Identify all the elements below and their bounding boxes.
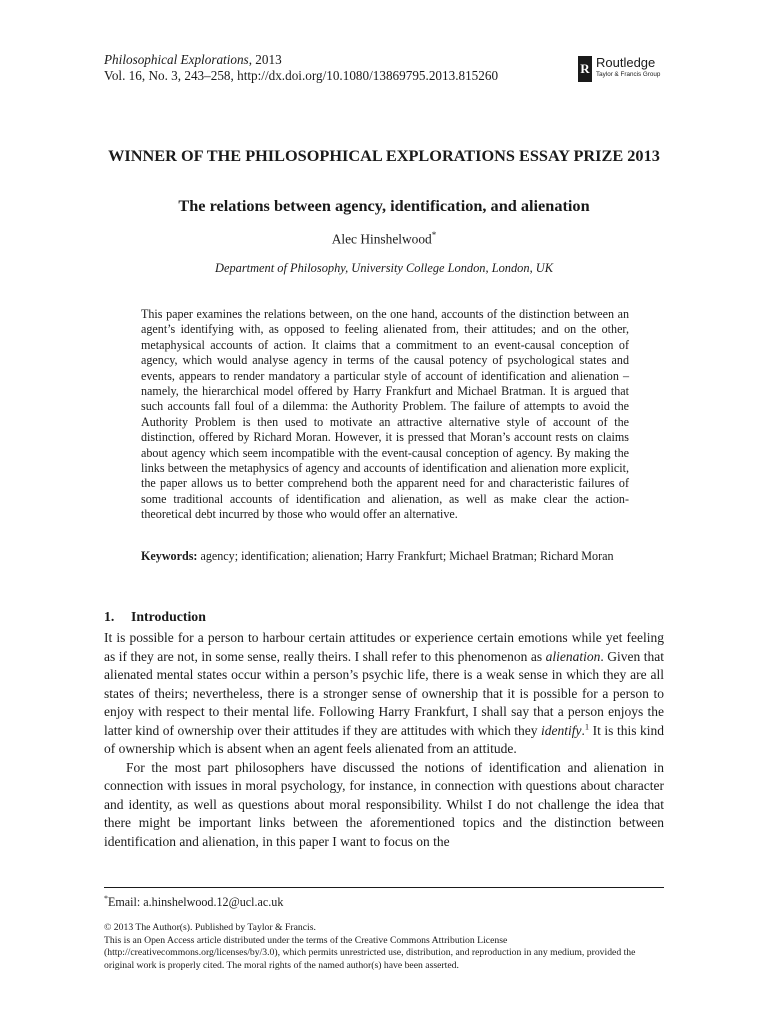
footnote-ref-1[interactable]: 1	[584, 721, 590, 731]
journal-year: , 2013	[248, 52, 282, 67]
abstract: This paper examines the relations between, on the one hand, accounts of the distinction between an agent’s identifying with, as opposed to feeling alienated from, their attitudes; and on the other, metaphysical accounts of action. It claims that a commitment to an event-causal conception of agency, which would analyse agency in terms of the causal potency of psychological states and events, appears to render mandatory a particular style of account of identification and alienation – namely, the hierarchical model offered by Harry Frankfurt and Michael Bratman. It is argued that such accounts fall foul of a dilemma: the Authority Problem. The failure of attempts to avoid the Authority Problem is then used to motivate an attractive alternative style of account of the distinction, offered by Richard Moran. However, it is pressed that Moran’s account rests on claims about agency which seem incompatible with the event-causal conception of agency. By making the links between the metaphysics of agency and accounts of identification and alienation more explicit, the paper allows us to better comprehend both the apparent need for and characteristic failures of some traditional accounts of identification and alienation, as well as make clear the action-theoretical debt incurred by those who would offer an alternative.	[141, 307, 629, 522]
term-identify: identify	[541, 722, 582, 738]
article-title: The relations between agency, identification, and alienation	[178, 196, 590, 215]
journal-citation[interactable]: Vol. 16, No. 3, 243–258, http://dx.doi.org/10.1080/13869795.2013.815260	[104, 68, 499, 83]
author-name: Alec Hinshelwood	[331, 231, 432, 247]
section-number: 1.	[104, 609, 115, 624]
keywords-list: agency; identification; alienation; Harry Frankfurt; Michael Bratman; Richard Moran	[197, 549, 614, 563]
author-email[interactable]: Email: a.hinshelwood.12@ucl.ac.uk	[108, 895, 284, 910]
author-footnote	[104, 891, 283, 910]
publisher-logo	[578, 56, 660, 82]
logo-letter: R	[580, 61, 590, 76]
keywords	[141, 549, 629, 564]
author-line	[104, 226, 664, 248]
paragraph-1: It is possible for a person to harbour certain attitudes or experience certain emotions while yet feeling as if they are not, in some sense, really theirs. I shall refer to this phenomenon as alienation. Given that alienated mental states occur within a person’s psychic life, there is a weak sense in which they are all states of theirs; nevertheless, there is a stronger sense of ownership that it is possible for a person to enjoy with respect to their mental life. Following Harry Frankfurt, I shall say that a person enjoys the latter kind of ownership over their attitudes if they are attitudes with which they identify.$^1$ It is this kind of ownership which is absent when an agent feels alienated from an attitude.	[104, 630, 664, 756]
license-text: This is an Open Access article distributed under the terms of the Creative Commons Attribution License (http://creativecommons.org/licenses/by/3.0), which permits unrestricted use, distribution, and reproduction in any medium, provided the original work is properly cited. The moral rights of the named author(s) have been asserted.	[104, 934, 636, 971]
footnote-marker: *	[104, 894, 108, 903]
section-title: Introduction	[131, 609, 206, 624]
copyright-notice	[104, 922, 664, 972]
author-affiliation: Department of Philosophy, University College London, London, UK	[215, 261, 553, 275]
author-footnote-marker[interactable]: *	[431, 230, 437, 240]
paragraph-2: For the most part philosophers have discussed the notions of identification and alienation in connection with issues in moral psychology, for instance, in connection with questions about character and identity, as well as questions about moral responsibility. Whilst I do not challenge the idea that there might be important links between the aforementioned topics and the distinction between identification and alienation, in this paper I want to focus on the	[104, 759, 664, 849]
copyright-line: © 2013 The Author(s). Published by Taylor & Francis.	[104, 922, 316, 933]
publisher-name: Routledge	[596, 55, 656, 70]
section-heading	[104, 608, 206, 626]
routledge-logo-icon	[578, 56, 592, 82]
prize-heading: WINNER OF THE PHILOSOPHICAL EXPLORATIONS ESSAY PRIZE 2013	[108, 146, 660, 165]
keywords-label: Keywords:	[141, 549, 198, 563]
footnote-divider	[104, 887, 664, 888]
journal-title-line	[104, 52, 498, 68]
term-alienation: alienation	[545, 648, 601, 664]
body-text	[104, 629, 664, 851]
journal-info	[104, 52, 498, 84]
publisher-group: Taylor & Francis Group	[596, 71, 661, 78]
journal-name: Philosophical Explorations	[104, 52, 249, 67]
